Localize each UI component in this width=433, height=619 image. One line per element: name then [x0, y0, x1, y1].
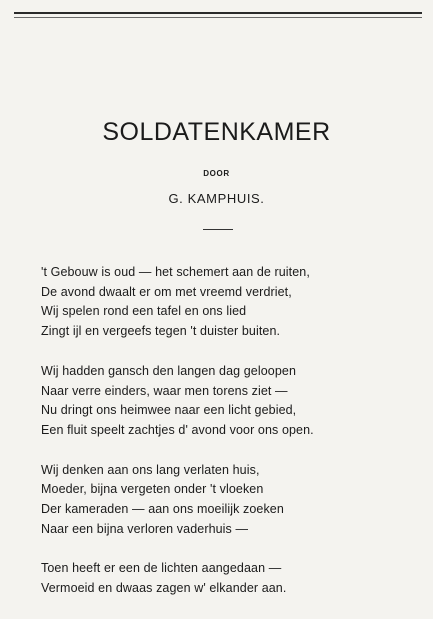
poem-line: Naar verre einders, waar men torens ziet — — [41, 383, 288, 398]
poem-line: Wij denken aan ons lang verlaten huis, — [41, 462, 260, 477]
poem-line: Wij hadden gansch den langen dag geloopen — [41, 363, 296, 378]
stanza-1 — [41, 263, 411, 342]
stanza-3 — [41, 461, 411, 540]
stanza-4 — [41, 559, 411, 598]
poem-line: De avond dwaalt er om met vreemd verdriet, — [41, 284, 292, 299]
byline: DOOR — [203, 169, 230, 178]
poem-line: Zingt ijl en vergeefs tegen 't duister buiten. — [41, 324, 281, 339]
poem-title: SOLDATENKAMER — [102, 118, 331, 146]
poem-line: Der kameraden — aan ons moeilijk zoeken — [41, 502, 284, 517]
poem-line: Vermoeid en dwaas zagen w' elkander aan. — [41, 581, 287, 596]
poem-line: Moeder, bijna vergeten onder 't vloeken — [41, 482, 264, 497]
poem-line: Naar een bijna verloren vaderhuis — — [41, 521, 249, 536]
poem-line: Nu dringt ons heimwee naar een licht gebied, — [41, 403, 297, 418]
top-rule — [14, 12, 422, 14]
poem-line: Wij spelen rond een tafel en ons lied — [41, 304, 247, 319]
author-name: G. KAMPHUIS. — [168, 191, 265, 206]
poem-body — [41, 263, 411, 619]
stanza-2 — [41, 362, 411, 441]
title-divider — [203, 229, 233, 230]
top-rule-thin — [14, 17, 422, 18]
poem-line: 't Gebouw is oud — het schemert aan de ruiten, — [41, 265, 310, 279]
poem-line: Een fluit speelt zachtjes d' avond voor ons open. — [41, 422, 314, 437]
poem-line: Toen heeft er een de lichten aangedaan — — [41, 561, 282, 576]
